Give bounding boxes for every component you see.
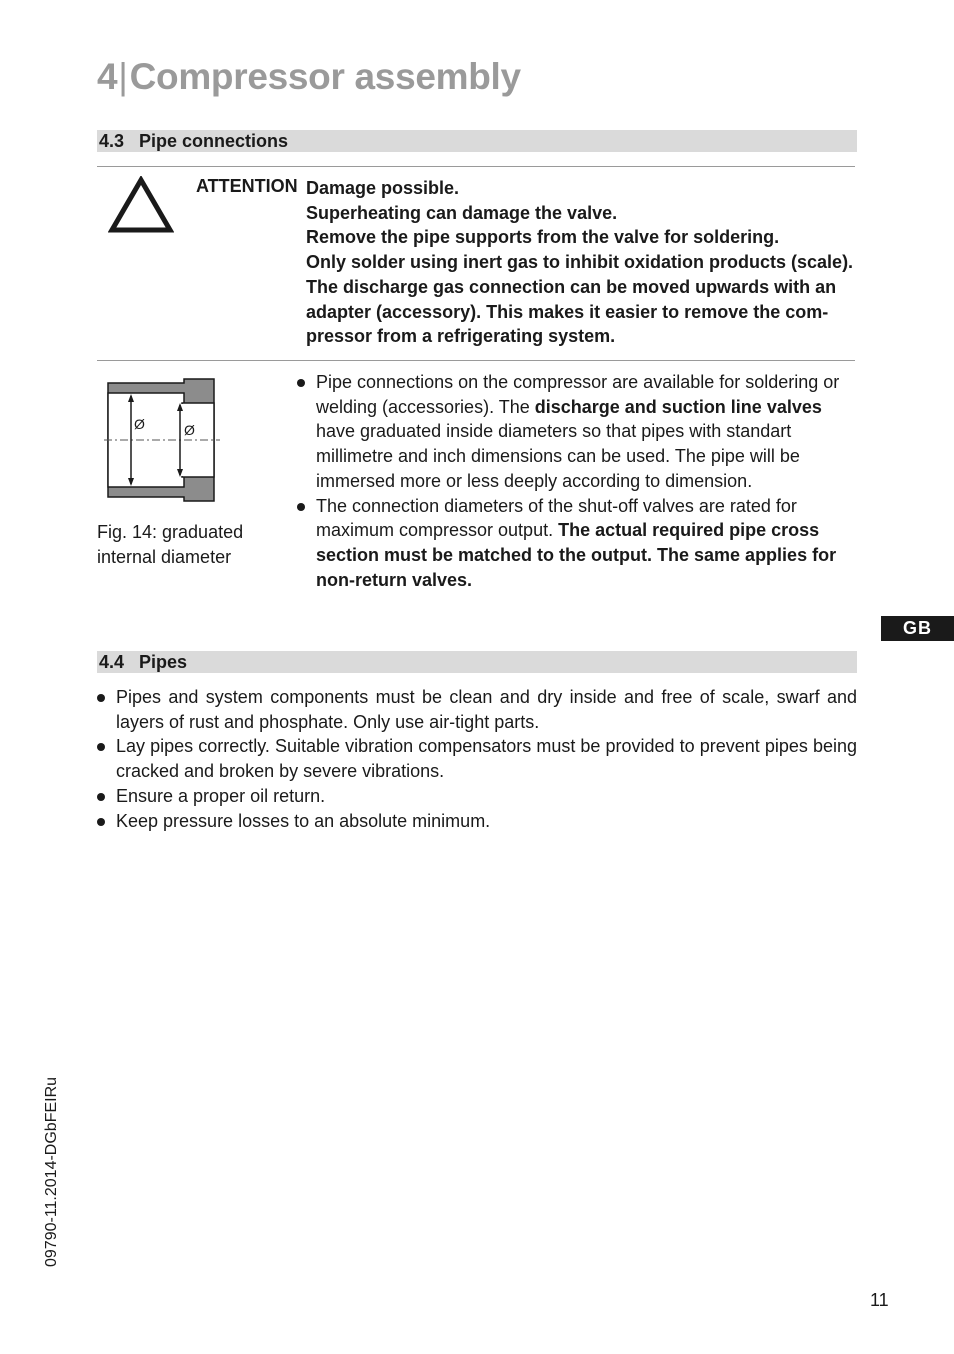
section-heading-pipes	[97, 651, 857, 673]
pipe-connections-list	[297, 370, 857, 592]
figure-caption: Fig. 14: graduated internal diameter	[97, 522, 244, 567]
attention-line: Damage possible.	[306, 178, 460, 198]
warning-triangle-icon	[108, 176, 174, 234]
section-number: 4.4	[99, 652, 125, 672]
bullet-text: have graduated inside diameters so that pipes with standart millimetre and inch dimensions can be used. The pipe will be immersed more or less deeply according to dimension.	[316, 421, 800, 491]
list-item	[297, 370, 857, 494]
list-item: Lay pipes correctly. Suitable vibration compensators must be provided to prevent pipes being cracked and broken by severe vibrations.	[97, 734, 857, 783]
bullet-text: Pipe connections on the compressor are available for soldering or welding (accessories). The	[316, 372, 840, 417]
bullet-emphasis: discharge and suction line valves	[534, 396, 822, 417]
list-item: Ensure a proper oil return.	[97, 784, 857, 809]
diameter-symbol-right: Ø	[184, 422, 195, 438]
attention-line: pressor from a refrigerating system.	[306, 326, 616, 347]
list-item	[297, 494, 857, 593]
list-item: Keep pressure losses to an absolute minimum.	[97, 809, 857, 834]
chapter-number: 4	[97, 56, 118, 97]
page-number: 11	[870, 1290, 889, 1310]
attention-line: adapter (accessory). This makes it easier to remove the com-	[306, 301, 829, 322]
attention-line: Remove the pipe supports from the valve for soldering.	[306, 227, 780, 248]
attention-line: The discharge gas connection can be moved upwards with an	[306, 276, 837, 297]
divider	[97, 166, 855, 167]
chapter-title-text: Compressor assembly	[129, 56, 521, 97]
pipes-list	[97, 685, 857, 833]
section-heading-pipe-connections	[97, 130, 857, 152]
bullet-emphasis: The actual required pipe cross section must be matched to the output. The same applies for non-return valves.	[316, 520, 837, 590]
chapter-separator: |	[118, 56, 128, 97]
graduated-diameter-figure	[104, 377, 222, 505]
divider	[97, 360, 855, 361]
bullet-text: The connection diameters of the shut-off valves are rated for maximum compressor output.	[316, 495, 797, 541]
attention-text	[306, 176, 854, 349]
section-title: Pipe connections	[139, 131, 289, 151]
attention-line: Only solder using inert gas to inhibit oxidation products (scale).	[306, 252, 854, 273]
diameter-symbol-left: Ø	[134, 416, 145, 432]
attention-line: Superheating can damage the valve.	[306, 202, 618, 223]
page-title	[97, 56, 521, 98]
attention-label: ATTENTION	[196, 176, 298, 196]
list-item: Pipes and system components must be clean and dry inside and free of scale, swarf and layers of rust and phosphate. Only use air-tight parts.	[97, 685, 857, 734]
document-code: 09790-11.2014-DGbFEIRu	[43, 1076, 60, 1267]
language-tab: GB	[881, 616, 954, 641]
section-title: Pipes	[139, 652, 188, 672]
section-number: 4.3	[99, 131, 125, 151]
